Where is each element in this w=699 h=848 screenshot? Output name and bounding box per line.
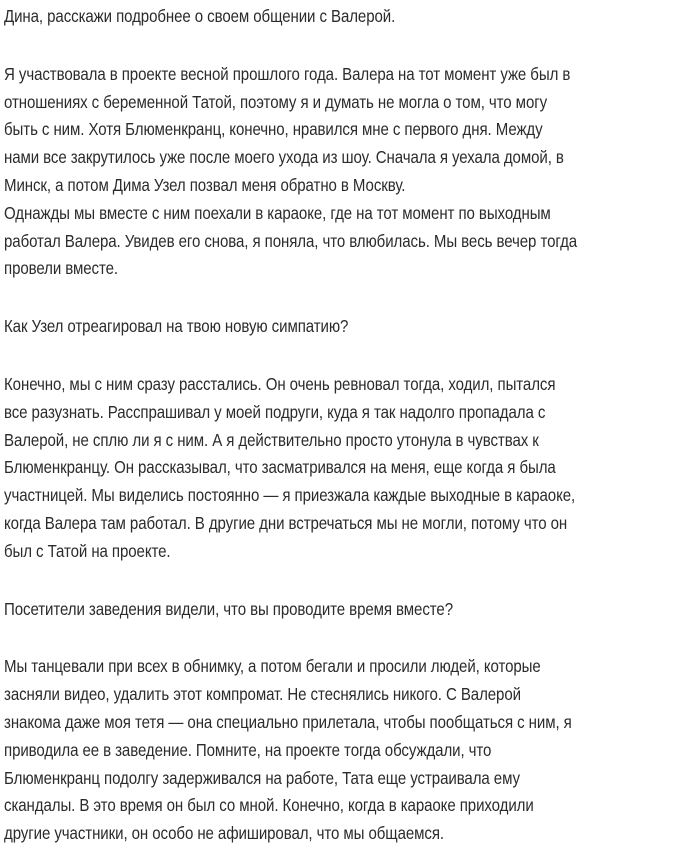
text-line: приводила ее в заведение. Помните, на проекте тогда обсуждали, что [4, 739, 492, 760]
text-line: Дина, расскажи подробнее о своем общении с Валерой. [4, 6, 396, 26]
text-line: участницей. Мы виделись постоянно — я приезжала каждые выходные в караоке, [4, 485, 576, 506]
text-line: был с Татой на проекте. [4, 540, 171, 561]
text-line: Посетители заведения видели, что вы проводите время вместе? [4, 598, 454, 619]
text-line: засняли видео, удалить этот компромат. Не стеснялись никого. С Валерой [4, 684, 521, 705]
paragraph-gap [4, 623, 699, 653]
text-line: нами все закрутилось уже после моего ухода из шоу. Сначала я уехала домой, в [4, 147, 564, 168]
text-line: Мы танцевали при всех в обнимку, а потом бегали и просили людей, которые [4, 656, 541, 677]
paragraph-gap [4, 341, 699, 371]
text-line: провели вместе. [4, 258, 119, 279]
answer-2 [4, 371, 699, 566]
paragraph-gap [4, 31, 699, 61]
text-line: Однажды мы вместе с ним поехали в караоке, где на тот момент по выходным [4, 202, 551, 223]
text-line: быть с ним. Хотя Блюменкранц, конечно, нравился мне с первого дня. Между [4, 119, 543, 140]
paragraph-gap [4, 566, 699, 596]
paragraph-gap [4, 283, 699, 313]
text-line: Минск, а потом Дима Узел позвал меня обратно в Москву. [4, 174, 406, 195]
question-3 [4, 596, 699, 624]
text-line: все разузнать. Расспрашивал у моей подруги, куда я так надолго пропадала с [4, 401, 546, 422]
text-line: Блюменкранцу. Он рассказывал, что засматривался на меня, еще когда я была [4, 457, 556, 478]
answer-3 [4, 653, 699, 848]
interview-article [4, 0, 699, 848]
text-line: Валерой, не сплю ли я с ним. А я действительно просто утонула в чувствах к [4, 429, 539, 450]
question-1 [4, 3, 699, 31]
text-line: Я участвовала в проекте весной прошлого года. Валера на тот момент уже был в [4, 63, 571, 84]
text-line: другие участники, он особо не афишировал, что мы общаемся. [4, 823, 445, 844]
answer-1 [4, 61, 699, 283]
text-line: когда Валера там работал. В другие дни встречаться мы не могли, потому что он [4, 512, 568, 533]
text-line: Как Узел отреагировал на твою новую симпатию? [4, 316, 349, 337]
text-line: Конечно, мы с ним сразу расстались. Он очень ревновал тогда, ходил, пытался [4, 373, 556, 394]
question-2 [4, 313, 699, 341]
text-line: знакома даже моя тетя — она специально прилетала, чтобы пообщаться с ним, я [4, 711, 572, 732]
text-line: работал Валера. Увидев его снова, я поняла, что влюбилась. Мы весь вечер тогда [4, 230, 578, 251]
text-line: отношениях с беременной Татой, поэтому я и думать не могла о том, что могу [4, 91, 548, 112]
text-line: Блюменкранц подолгу задерживался на работе, Тата еще устраивала ему [4, 767, 520, 788]
text-line: скандалы. В это время он был со мной. Конечно, когда в караоке приходили [4, 795, 534, 816]
